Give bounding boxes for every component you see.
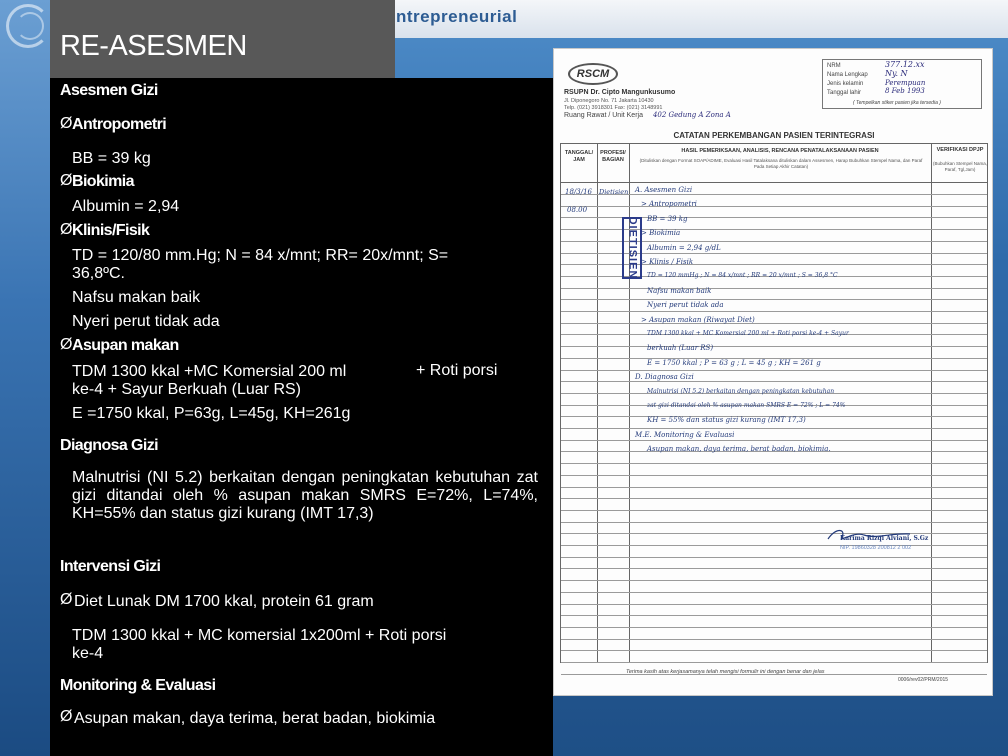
text-energy: E =1750 kkal, P=63g, L=45g, KH=261g (72, 405, 351, 422)
bullet-arrow-icon: Ø (60, 172, 73, 189)
sticker-note: ( Tempelkan stiker pasien jika tersedia ) (853, 100, 941, 106)
doc-row-line (561, 568, 987, 569)
jk-value: Perempuan (885, 79, 926, 87)
doc-address: Jl. Diponegoro No. 71 Jakarta 10430 Telp. (021) 3918301 Fax: (021) 3148991 (564, 98, 663, 111)
doc-note-line: Nyeri perut tidak ada (647, 301, 724, 310)
doc-note-line: > Antropometri (641, 200, 697, 209)
nama-value: Ny. N (885, 69, 908, 78)
doc-time: 08.00 (567, 206, 588, 214)
doc-note-line: D. Diagnosa Gizi (635, 373, 694, 382)
doc-note-line: Asupan makan, daya terima, berat badan, biokimia. (647, 445, 831, 454)
heading-monitoring: Monitoring & Evaluasi (60, 677, 216, 694)
doc-row-line (561, 650, 987, 651)
doc-note-line: KH = 55% dan status gizi kurang (IMT 17,3) (647, 416, 806, 425)
bullet-arrow-icon: Ø (60, 591, 73, 608)
doc-title: CATATAN PERKEMBANGAN PASIEN TERINTEGRASI (673, 131, 875, 140)
doc-row-line (561, 627, 987, 628)
doc-note-line: E = 1750 kkal ; P = 63 g ; L = 45 g ; KH = 261 g (647, 358, 821, 367)
bullet-arrow-icon: Ø (60, 336, 73, 353)
doc-footer: Terima kasih atas kerjasamanya telah mengisi formulir ini dengan benar dan jelas (626, 669, 825, 675)
doc-row-line (561, 662, 987, 663)
text-tdm2-line1: TDM 1300 kkal + MC komersial 1x200ml + Roti porsi (72, 627, 447, 644)
col-hasil-sub: (Dituliskan dengan Format SOAP/ADIME, Evaluasi Hasil Tatalaksana dituliskan dalam Assesmen, Harap Bubuhkan Stempel Nama, dan Paraf Pada Setiap Akhir Catatan) (639, 158, 923, 169)
doc-profesi: Dietisien (599, 188, 629, 196)
doc-row-line (561, 475, 987, 476)
heading-intervensi: Intervensi Gizi (60, 558, 161, 575)
slide-title: RE-ASESMEN (60, 30, 247, 62)
doc-note-line: > Klinis / Fisik (641, 258, 694, 266)
signature-name: Karima Rizqi Alviani, S.Gz (840, 535, 929, 542)
heading-klinis: Klinis/Fisik (72, 222, 150, 239)
heading-antropometri: Antropometri (72, 116, 167, 133)
doc-row-line (561, 557, 987, 558)
doc-row-line (561, 299, 987, 300)
doc-code: 0006/rev02/PRM/2015 (898, 677, 949, 683)
doc-row-line (561, 498, 987, 499)
text-nafsu: Nafsu makan baik (72, 289, 201, 306)
doc-ruang: Ruang Rawat / Unit Kerja 402 Gedung A Zona A (564, 111, 731, 119)
doc-note-line: Nafsu makan baik (647, 286, 712, 295)
text-nyeri: Nyeri perut tidak ada (72, 313, 220, 330)
doc-row-line (561, 440, 987, 441)
doc-note-line: M.E. Monitoring & Evaluasi (635, 430, 735, 439)
bullet-arrow-icon: Ø (60, 708, 73, 725)
signature-nip: NIP. 19860328 200812 2 002 (840, 545, 912, 551)
logo-swirl-inner-icon (16, 12, 44, 40)
text-albumin: Albumin = 2,94 (72, 198, 180, 215)
doc-note-line: > Biokimia (641, 229, 681, 238)
doc-row-line (561, 206, 987, 207)
heading-asupan: Asupan makan (72, 337, 179, 354)
doc-note-line: > Asupan makan (Riwayat Diet) (641, 315, 755, 324)
text-diet: Diet Lunak DM 1700 kkal, protein 61 gram (74, 593, 374, 610)
doc-row-line (561, 370, 987, 371)
doc-row-line (561, 615, 987, 616)
col-tanggal: TANGGAL/ JAM (564, 150, 594, 163)
rscm-logo: RSCM (568, 63, 618, 85)
doc-row-line (561, 487, 987, 488)
content-panel (50, 78, 553, 756)
heading-diagnosa: Diagnosa Gizi (60, 437, 158, 454)
dietisien-stamp: DIETISIEN (622, 217, 642, 279)
doc-row-line (561, 604, 987, 605)
left-decor-strip (0, 0, 50, 756)
doc-note-line: TD = 120 mmHg ; N = 84 x/mnt ; RR = 20 x/mnt ; S = 36,8 °C (647, 272, 838, 280)
doc-note-line: A. Asesmen Gizi (635, 186, 693, 194)
heading-asesmen-gizi: Asesmen Gizi (60, 82, 158, 99)
heading-biokimia: Biokimia (72, 173, 134, 190)
doc-row-line (561, 510, 987, 511)
text-td-line1: TD = 120/80 mm.Hg; N = 84 x/mnt; RR= 20x/mnt; S= (72, 247, 449, 264)
doc-note-line: zat gizi ditandai oleh % asupan makan SMRS E = 72% ; L = 74% (647, 402, 846, 409)
doc-note-line: Malnutrisi (NI 5.2) berkaitan dengan peningkatan kebutuhan (647, 387, 835, 395)
col-hasil: HASIL PEMERIKSAAN, ANALISIS, RENCANA PENATALAKSANAAN PASIEN (681, 148, 879, 154)
doc-row-line (561, 580, 987, 581)
banner-text: ntrepreneurial (396, 7, 518, 26)
doc-note-line: BB = 39 kg (647, 214, 688, 223)
doc-note-line: berkuah (Luar RS) (647, 344, 714, 353)
doc-row-line (561, 288, 987, 289)
doc-date: 18/3/16 (565, 188, 592, 196)
scanned-document (553, 48, 993, 696)
text-monitoring: Asupan makan, daya terima, berat badan, biokimia (74, 710, 436, 727)
bullet-arrow-icon: Ø (60, 221, 73, 238)
nrm-value: 377.12.xx (885, 60, 925, 69)
col-verifikasi: VERIFIKASI DPJP (936, 147, 984, 153)
text-diagnosa: Malnutrisi (NI 5.2) berkaitan dengan peningkatan kebutuhan zat gizi ditandai oleh % asupan makan SMRS E=72%, L=74%, KH=55% dan status gizi kurang (IMT 17,3) (72, 469, 538, 522)
doc-row-line (561, 463, 987, 464)
col-profesi: PROFESI/ BAGIAN (600, 150, 626, 163)
text-tdm2-line2: ke-4 (72, 645, 104, 662)
col-verifikasi-sub: (Bubuhkan Stempel Nama, Paraf, Tgl,Jam) (932, 161, 988, 172)
doc-row-line (561, 545, 987, 546)
text-bb: BB = 39 kg (72, 150, 151, 167)
doc-row-line (561, 381, 987, 382)
text-td-line2: 36,8ºC. (72, 265, 125, 282)
doc-row-line (561, 323, 987, 324)
text-tdm-roti: + Roti porsi (416, 362, 498, 379)
doc-row-line (561, 639, 987, 640)
doc-row-line (561, 522, 987, 523)
tgl-value: 8 Feb 1993 (885, 87, 925, 95)
doc-row-line (561, 346, 987, 347)
doc-row-line (561, 311, 987, 312)
doc-note-line: Albumin = 2,94 g/dL (647, 243, 721, 252)
text-tdm-line2: ke-4 + Sayur Berkuah (Luar RS) (72, 381, 301, 398)
doc-hospital-name: RSUPN Dr. Cipto Mangunkusumo (564, 89, 676, 96)
text-tdm-line1: TDM 1300 kkal +MC Komersial 200 ml (72, 363, 347, 380)
bullet-arrow-icon: Ø (60, 115, 73, 132)
doc-note-line: TDM 1300 kkal + MC Komersial 200 ml + Roti porsi ke-4 + Sayur (647, 330, 849, 337)
doc-row-line (561, 592, 987, 593)
doc-row-line (561, 428, 987, 429)
patient-info-box: NRM 377.12.xx Nama Lengkap Ny. N Jenis kelamin Perempuan Tanggal lahir 8 Feb 1993 ( Tempelkan stiker pasien jika tersedia ) (822, 59, 982, 109)
